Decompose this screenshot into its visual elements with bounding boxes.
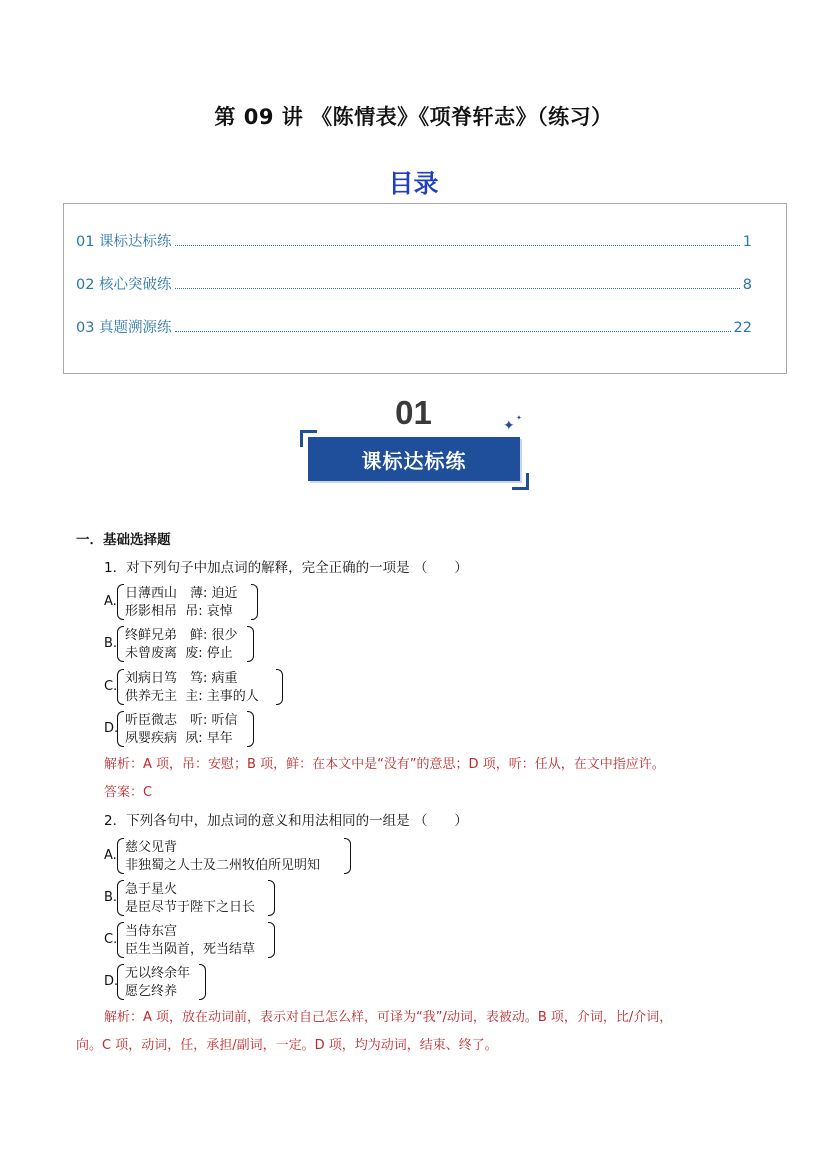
option-line-2: 供养无主 主: 主事的人 <box>125 689 259 704</box>
left-brace <box>117 584 124 620</box>
option-line-2: 是臣尽节于陛下之日长 <box>125 900 256 915</box>
option-line-1: 无以终余年 <box>125 966 191 981</box>
sparkle-icon: ✦ <box>503 418 515 434</box>
toc-item-label[interactable]: 02 核心突破练 <box>76 277 172 293</box>
q2-analysis-line-2: 向。C 项，动词，任，承担/副词，一定。D 项，均为动词，结束、终了。 <box>76 1038 498 1053</box>
option-line-2: 臣生当陨首，死当结草 <box>125 942 256 957</box>
option-label: A. <box>104 848 117 863</box>
option-line-1: 急于星火 <box>125 882 178 897</box>
right-brace <box>268 880 275 916</box>
right-brace <box>276 669 283 705</box>
toc-item-1[interactable] <box>76 230 752 251</box>
toc-heading: 目录 <box>388 169 439 198</box>
question-2-stem: 2．下列各句中，加点词的意义和用法相同的一组是 （ ） <box>104 813 468 829</box>
left-brace <box>117 880 124 916</box>
option-line-1: 终鲜兄弟 鲜: 很少 <box>125 628 238 643</box>
toc-leader <box>175 245 740 246</box>
q1-analysis: 解析：A 项，吊：安慰；B 项，鲜：在本文中是“没有”的意思；D 项，听：任从，在文中指应许。 <box>104 757 665 772</box>
option-label: B. <box>104 636 118 651</box>
toc-item-label[interactable]: 03 真题溯源练 <box>76 320 172 336</box>
left-brace <box>117 711 124 747</box>
sparkle-icon: ✦ <box>516 414 522 422</box>
option-label: C. <box>104 932 118 947</box>
option-label: A. <box>104 594 117 609</box>
option-line-1: 当侍东宫 <box>125 924 178 939</box>
left-brace <box>117 669 124 705</box>
left-brace <box>117 838 124 874</box>
right-brace <box>247 626 254 662</box>
option-line-1: 慈父见背 <box>125 840 178 855</box>
section-badge: 课标达标练 <box>308 437 520 481</box>
option-label: C. <box>104 679 118 694</box>
toc-item-3[interactable] <box>76 316 752 337</box>
section-number: 01 <box>395 394 432 431</box>
right-brace <box>344 838 351 874</box>
option-line-1: 听臣微志 听: 听信 <box>125 713 238 728</box>
question-1-stem: 1．对下列句子中加点词的解释，完全正确的一项是 （ ） <box>104 560 468 576</box>
option-label: B. <box>104 890 118 905</box>
page-title: 第 09 讲 《陈情表》《项脊轩志》（练习） <box>214 105 613 129</box>
left-brace <box>117 922 124 958</box>
option-line-2: 非独蜀之人士及二州牧伯所见明知 <box>125 858 321 873</box>
toc-item-label[interactable]: 01 课标达标练 <box>76 234 172 250</box>
q1-answer: 答案：C <box>104 785 153 800</box>
toc-leader <box>175 331 731 332</box>
option-label: D. <box>104 974 119 989</box>
right-brace <box>268 922 275 958</box>
option-line-2: 愿乞终养 <box>125 984 178 999</box>
left-brace <box>117 964 124 1000</box>
table-of-contents <box>63 203 787 374</box>
section-heading: 一．基础选择题 <box>76 532 171 548</box>
toc-item-page[interactable]: 8 <box>742 277 752 293</box>
right-brace <box>247 711 254 747</box>
toc-leader <box>175 288 740 289</box>
option-line-2: 未曾废离 废: 停止 <box>125 646 233 661</box>
option-line-2: 形影相吊 吊: 哀悼 <box>125 604 233 619</box>
option-label: D. <box>104 721 119 736</box>
option-line-1: 刘病日笃 笃: 病重 <box>125 671 238 686</box>
option-line-2: 夙婴疾病 夙: 早年 <box>125 731 233 746</box>
toc-item-page[interactable]: 22 <box>733 320 752 336</box>
toc-item-page[interactable]: 1 <box>742 234 752 250</box>
q2-analysis-line-1: 解析：A 项，放在动词前，表示对自己怎么样，可译为“我”/动词，表被动。B 项，介词，比/介词， <box>104 1010 673 1025</box>
right-brace <box>251 584 258 620</box>
right-brace <box>199 964 206 1000</box>
left-brace <box>117 626 124 662</box>
option-line-1: 日薄西山 薄: 迫近 <box>125 586 238 601</box>
toc-item-2[interactable] <box>76 273 752 294</box>
